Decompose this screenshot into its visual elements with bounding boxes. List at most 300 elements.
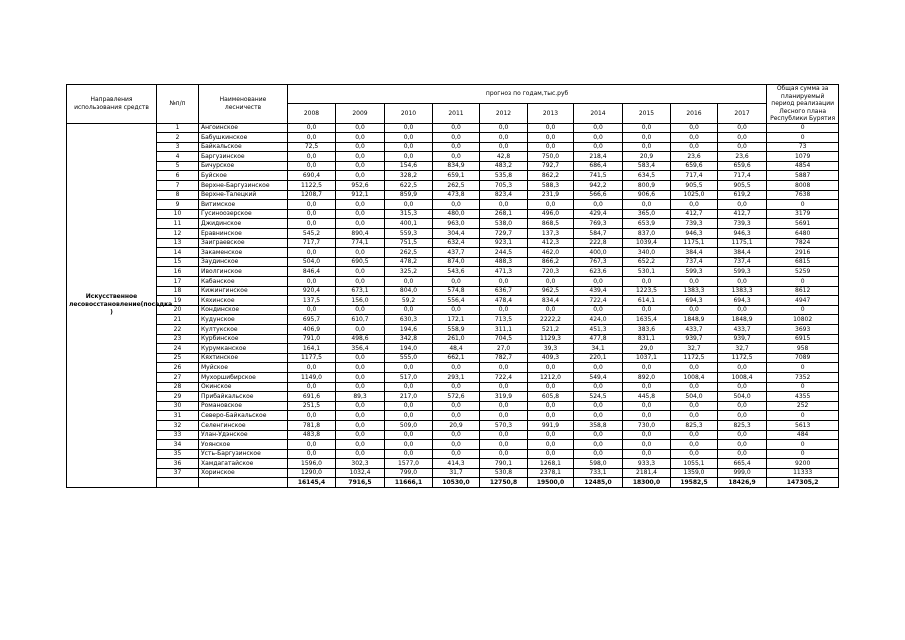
year-value: 0,0 [528,440,574,450]
table-row [67,190,839,200]
year-value: 555,0 [385,353,433,363]
row-number: 22 [157,324,199,334]
year-value: 433,7 [671,324,718,334]
row-total: 6815 [767,257,839,267]
row-number: 21 [157,315,199,325]
year-value: 0,0 [336,353,385,363]
row-number: 6 [157,171,199,181]
year-value: 0,0 [528,430,574,440]
row-total: 5613 [767,420,839,430]
year-value: 400,1 [385,219,433,229]
year-value: 556,4 [433,296,480,306]
row-number: 2 [157,133,199,143]
year-value: 0,0 [288,123,336,133]
table-row [67,171,839,181]
year-value: 799,0 [385,468,433,478]
row-total: 484 [767,430,839,440]
row-total: 7089 [767,353,839,363]
year-value: 0,0 [671,142,718,152]
year-value: 0,0 [480,401,528,411]
year-value: 0,0 [671,401,718,411]
header-year: 2012 [480,104,528,123]
year-value: 1268,1 [528,459,574,469]
year-value: 0,0 [385,200,433,210]
year-value: 471,3 [480,267,528,277]
year-value: 0,0 [336,200,385,210]
year-value: 445,8 [623,392,671,402]
reforestation-table [66,84,839,488]
year-value: 217,0 [385,392,433,402]
year-value: 0,0 [336,161,385,171]
year-value: 0,0 [288,363,336,373]
year-value: 477,8 [574,334,623,344]
year-value: 659,6 [671,161,718,171]
year-value: 614,1 [623,296,671,306]
forestry-name: Хоринское [199,468,288,478]
row-number: 18 [157,286,199,296]
year-value: 739,3 [718,219,767,229]
forestry-name: Заиграевское [199,238,288,248]
row-total: 0 [767,277,839,287]
year-value: 0,0 [433,133,480,143]
year-value: 730,0 [623,420,671,430]
year-value: 0,0 [433,382,480,392]
row-total: 3693 [767,324,839,334]
year-value: 905,5 [671,181,718,191]
year-value: 0,0 [528,401,574,411]
year-value: 315,3 [385,209,433,219]
year-value: 154,6 [385,161,433,171]
table-row [67,334,839,344]
row-total: 252 [767,401,839,411]
year-value: 823,4 [480,190,528,200]
grand-total: 147305,2 [767,478,839,488]
year-value: 538,0 [480,219,528,229]
table-body [67,123,839,488]
row-number: 19 [157,296,199,306]
year-value: 717,7 [288,238,336,248]
year-value: 0,0 [480,133,528,143]
year-value: 0,0 [528,133,574,143]
forestry-name: Романовское [199,401,288,411]
year-value: 545,2 [288,229,336,239]
year-value: 690,5 [336,257,385,267]
row-total: 11333 [767,468,839,478]
forestry-name: Заудинское [199,257,288,267]
year-value: 325,2 [385,267,433,277]
forestry-name: Курумканское [199,344,288,354]
year-value: 0,0 [718,440,767,450]
year-value: 0,0 [718,305,767,315]
year-value: 0,0 [433,440,480,450]
year-value: 729,7 [480,229,528,239]
forestry-name: Кудунское [199,315,288,325]
year-value: 588,3 [528,181,574,191]
row-number: 5 [157,161,199,171]
year-value: 0,0 [623,142,671,152]
year-value: 0,0 [433,142,480,152]
header-year: 2010 [385,104,433,123]
forestry-name: Закаменское [199,248,288,258]
year-value: 521,2 [528,324,574,334]
year-value: 652,2 [623,257,671,267]
year-value: 892,0 [623,372,671,382]
year-value: 530,1 [623,267,671,277]
year-value: 1172,5 [671,353,718,363]
year-value: 0,0 [623,449,671,459]
year-value: 2181,4 [623,468,671,478]
year-value: 0,0 [671,133,718,143]
year-value: 834,4 [528,296,574,306]
row-number: 29 [157,392,199,402]
year-value: 358,8 [574,420,623,430]
year-value: 0,0 [480,411,528,421]
header-year: 2016 [671,104,718,123]
header-year: 2011 [433,104,480,123]
year-value: 694,3 [718,296,767,306]
year-value: 599,3 [718,267,767,277]
year-value: 800,9 [623,181,671,191]
year-value: 991,9 [528,420,574,430]
year-value: 0,0 [288,382,336,392]
year-value: 451,3 [574,324,623,334]
forestry-name: Кабанское [199,277,288,287]
year-value: 0,0 [336,171,385,181]
year-value: 365,0 [623,209,671,219]
table-row [67,468,839,478]
year-value: 737,4 [718,257,767,267]
row-number: 16 [157,267,199,277]
year-value: 0,0 [718,142,767,152]
year-value: 939,7 [671,334,718,344]
year-value: 0,0 [574,277,623,287]
row-total: 1079 [767,152,839,162]
year-value: 686,4 [574,161,623,171]
table-row [67,219,839,229]
year-value: 942,2 [574,181,623,191]
year-value: 462,0 [528,248,574,258]
year-value: 0,0 [433,411,480,421]
year-value: 825,3 [718,420,767,430]
year-value: 0,0 [671,382,718,392]
forestry-name: Мухоршибирское [199,372,288,382]
header-year: 2009 [336,104,385,123]
year-value: 0,0 [385,440,433,450]
year-value: 0,0 [336,209,385,219]
year-value: 558,9 [433,324,480,334]
year-value: 384,4 [718,248,767,258]
year-value: 0,0 [528,200,574,210]
year-value: 0,0 [480,430,528,440]
table-row [67,209,839,219]
year-value: 412,7 [671,209,718,219]
row-number: 10 [157,209,199,219]
year-value: 0,0 [574,123,623,133]
year-value: 20,9 [433,420,480,430]
table-row [67,200,839,210]
row-number: 26 [157,363,199,373]
year-value: 0,0 [718,411,767,421]
year-value: 572,6 [433,392,480,402]
row-total: 7638 [767,190,839,200]
year-value: 705,3 [480,181,528,191]
year-value: 164,1 [288,344,336,354]
year-value: 0,0 [480,449,528,459]
year-value: 1037,1 [623,353,671,363]
row-number: 33 [157,430,199,440]
year-value: 406,9 [288,324,336,334]
year-value: 509,0 [385,420,433,430]
year-value: 1290,0 [288,468,336,478]
table-row [67,123,839,133]
year-value: 791,0 [288,334,336,344]
header-year: 2008 [288,104,336,123]
row-number: 27 [157,372,199,382]
header-row-1 [67,85,839,104]
year-value: 342,8 [385,334,433,344]
forestry-name: Бичурское [199,161,288,171]
year-value: 0,0 [671,123,718,133]
year-value: 222,8 [574,238,623,248]
year-value: 0,0 [623,200,671,210]
year-value: 963,0 [433,219,480,229]
year-value: 946,3 [671,229,718,239]
year-value: 0,0 [288,440,336,450]
year-value: 433,7 [718,324,767,334]
year-value: 665,4 [718,459,767,469]
forestry-name: Курбинское [199,334,288,344]
year-value: 939,7 [718,334,767,344]
row-total: 5887 [767,171,839,181]
year-value: 2378,1 [528,468,574,478]
row-number: 37 [157,468,199,478]
year-value: 782,7 [480,353,528,363]
year-value: 717,4 [671,171,718,181]
row-total: 0 [767,440,839,450]
header-year: 2015 [623,104,671,123]
year-total: 19582,5 [671,478,718,488]
year-value: 704,5 [480,334,528,344]
table-row [67,392,839,402]
year-value: 741,5 [574,171,623,181]
year-value: 0,0 [288,449,336,459]
row-total: 0 [767,305,839,315]
year-value: 42,8 [480,152,528,162]
year-value: 262,5 [385,248,433,258]
year-value: 0,0 [385,152,433,162]
forestry-name: Хамдагатайское [199,459,288,469]
year-value: 0,0 [528,277,574,287]
year-value: 962,5 [528,286,574,296]
year-value: 304,4 [433,229,480,239]
table-row [67,449,839,459]
row-total: 8008 [767,181,839,191]
year-value: 722,4 [480,372,528,382]
year-value: 244,5 [480,248,528,258]
year-value: 0,0 [574,363,623,373]
year-value: 720,3 [528,267,574,277]
table-row [67,161,839,171]
header-direction: Направления использования средств [67,85,157,124]
year-value: 0,0 [623,401,671,411]
year-value: 0,0 [528,142,574,152]
year-value: 1008,4 [718,372,767,382]
year-value: 790,1 [480,459,528,469]
year-value: 0,0 [433,123,480,133]
table-row [67,286,839,296]
forestry-name: Баргузинское [199,152,288,162]
table-row [67,353,839,363]
year-value: 194,0 [385,344,433,354]
year-value: 599,3 [671,267,718,277]
year-value: 694,3 [671,296,718,306]
year-value: 496,0 [528,209,574,219]
year-value: 412,7 [718,209,767,219]
forestry-name: Окинское [199,382,288,392]
row-total: 958 [767,344,839,354]
year-value: 1025,0 [671,190,718,200]
year-value: 0,0 [574,430,623,440]
table-row [67,324,839,334]
year-value: 0,0 [336,363,385,373]
year-value: 156,0 [336,296,385,306]
year-value: 0,0 [480,277,528,287]
table-row [67,152,839,162]
row-number: 35 [157,449,199,459]
table-row [67,411,839,421]
year-value: 504,0 [718,392,767,402]
row-total: 4947 [767,296,839,306]
table-row [67,181,839,191]
year-value: 478,2 [385,257,433,267]
year-value: 1177,5 [288,353,336,363]
row-total: 8612 [767,286,839,296]
table-row [67,459,839,469]
forestry-name: Байкальское [199,142,288,152]
year-value: 662,1 [433,353,480,363]
year-value: 0,0 [480,382,528,392]
year-value: 1039,4 [623,238,671,248]
year-value: 0,0 [528,305,574,315]
year-value: 0,0 [718,401,767,411]
forestry-name: Ангоинское [199,123,288,133]
year-value: 0,0 [528,449,574,459]
year-value: 0,0 [385,142,433,152]
forestry-name: Кижингинское [199,286,288,296]
year-value: 659,6 [718,161,767,171]
year-value: 0,0 [336,324,385,334]
year-value: 0,0 [671,200,718,210]
year-value: 409,3 [528,353,574,363]
year-value: 1172,5 [718,353,767,363]
year-value: 623,6 [574,267,623,277]
forestry-name: Верхне-Баргузинское [199,181,288,191]
table-row [67,363,839,373]
row-total: 4355 [767,392,839,402]
year-value: 27,0 [480,344,528,354]
row-number: 11 [157,219,199,229]
forestry-name: Еравнинское [199,229,288,239]
year-value: 31,7 [433,468,480,478]
year-value: 781,8 [288,420,336,430]
header-total: Общая сумма за планируемый период реализации Лесного плана Республики Бурятия [767,85,839,124]
table-row [67,372,839,382]
year-value: 905,5 [718,181,767,191]
year-value: 0,0 [336,267,385,277]
year-value: 340,0 [623,248,671,258]
forestry-name: Кяхинское [199,296,288,306]
year-value: 1008,4 [671,372,718,382]
year-value: 0,0 [718,200,767,210]
year-value: 0,0 [574,200,623,210]
year-value: 1175,1 [671,238,718,248]
year-value: 218,4 [574,152,623,162]
row-total: 4854 [767,161,839,171]
row-number: 4 [157,152,199,162]
year-value: 0,0 [480,123,528,133]
year-value: 0,0 [288,200,336,210]
row-number: 9 [157,200,199,210]
year-value: 0,0 [480,200,528,210]
year-value: 673,1 [336,286,385,296]
forestry-name: Кондинское [199,305,288,315]
year-value: 632,4 [433,238,480,248]
forestry-name: Кяхтинское [199,353,288,363]
year-value: 0,0 [336,430,385,440]
year-value: 0,0 [574,133,623,143]
year-value: 1596,0 [288,459,336,469]
year-value: 0,0 [574,305,623,315]
year-value: 1129,3 [528,334,574,344]
table-row [67,401,839,411]
year-value: 846,4 [288,267,336,277]
year-value: 0,0 [336,305,385,315]
year-value: 172,1 [433,315,480,325]
year-value: 1212,0 [528,372,574,382]
row-total: 0 [767,133,839,143]
row-total: 9200 [767,459,839,469]
year-value: 424,0 [574,315,623,325]
forestry-name: Улан-Удэнское [199,430,288,440]
year-value: 0,0 [623,411,671,421]
year-value: 34,1 [574,344,623,354]
year-value: 194,6 [385,324,433,334]
row-number: 3 [157,142,199,152]
year-value: 483,2 [480,161,528,171]
year-value: 437,7 [433,248,480,258]
row-total: 3179 [767,209,839,219]
row-number: 36 [157,459,199,469]
year-value: 912,1 [336,190,385,200]
year-value: 906,6 [623,190,671,200]
year-value: 831,1 [623,334,671,344]
year-value: 504,0 [671,392,718,402]
table-row [67,229,839,239]
year-value: 0,0 [433,401,480,411]
table-row [67,315,839,325]
year-value: 713,5 [480,315,528,325]
year-value: 1848,9 [718,315,767,325]
year-value: 0,0 [288,209,336,219]
year-value: 328,2 [385,171,433,181]
year-value: 999,0 [718,468,767,478]
row-number: 12 [157,229,199,239]
year-value: 0,0 [718,277,767,287]
row-total: 0 [767,123,839,133]
year-value: 0,0 [336,382,385,392]
year-value: 383,6 [623,324,671,334]
row-number: 24 [157,344,199,354]
